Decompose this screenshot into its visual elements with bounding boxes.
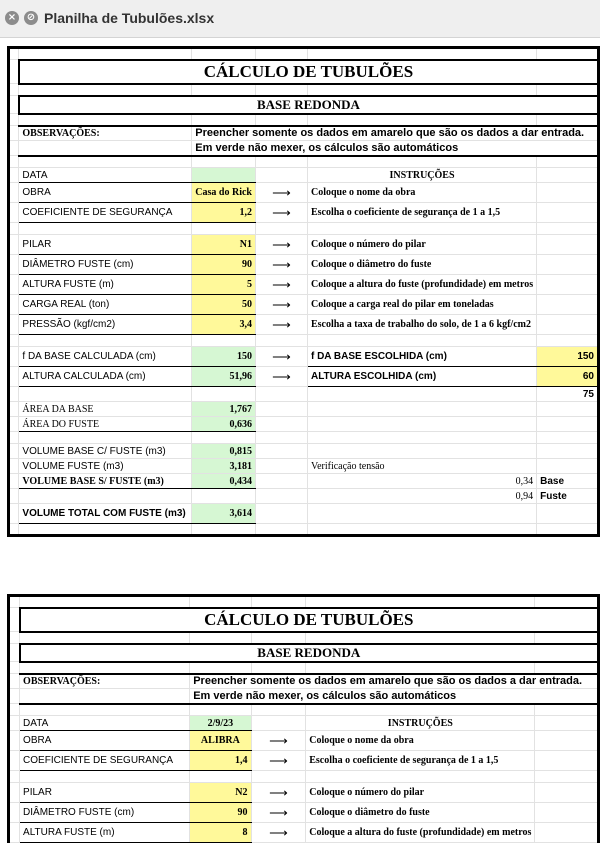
row-obra <box>9 183 599 203</box>
input-obra[interactable]: ALIBRA <box>190 731 251 751</box>
label-coef: COEFICIENTE DE SEGURANÇA <box>20 751 190 771</box>
label-pilar: PILAR <box>20 783 190 803</box>
value-volbc: 0,815 <box>192 444 256 459</box>
input-fbase-chosen[interactable]: 150 <box>537 347 599 367</box>
obs-line-2: Em verde não mexer, os cálculos são automáticos <box>190 689 599 704</box>
instr-diam: Coloque o diâmetro do fuste <box>307 255 536 275</box>
spacer-row <box>9 524 599 536</box>
label-areafuste: ÁREA DO FUSTE <box>19 417 192 432</box>
row-data <box>9 716 599 731</box>
instructions-header: INSTRUÇÕES <box>307 168 536 183</box>
input-data <box>192 168 256 183</box>
value-fbase: 150 <box>192 347 256 367</box>
note-tensao: Verificação tensão <box>307 459 536 474</box>
value-volbs: 0,434 <box>192 474 256 489</box>
label-volbs: VOLUME BASE S/ FUSTE (m3) <box>19 474 192 489</box>
row-pilar <box>9 783 599 803</box>
instr-coef: Escolha o coeficiente de segurança de 1 a 1,5 <box>306 751 535 771</box>
label-fbase: f DA BASE CALCULADA (cm) <box>19 347 192 367</box>
row-data <box>9 168 599 183</box>
row-fuste-check <box>9 489 599 504</box>
instructions-header: INSTRUÇÕES <box>306 716 535 731</box>
label-volf: VOLUME FUSTE (m3) <box>19 459 192 474</box>
arrow-icon: ⟶ <box>255 255 307 275</box>
label-coef: COEFICIENTE DE SEGURANÇA <box>19 203 192 223</box>
row-extra <box>9 387 599 402</box>
check-base-value: 0,34 <box>307 474 536 489</box>
instr-pilar: Coloque o número do pilar <box>307 235 536 255</box>
row-voltot <box>9 504 599 524</box>
arrow-icon: ⟶ <box>255 295 307 315</box>
spacer-row <box>9 662 599 674</box>
check-fuste-value: 0,94 <box>307 489 536 504</box>
obs-row-2 <box>9 141 599 156</box>
restore-icon[interactable]: ⊘ <box>24 11 38 25</box>
arrow-icon: ⟶ <box>255 315 307 335</box>
spacer-row <box>9 632 599 644</box>
value-voltot: 3,614 <box>192 504 256 524</box>
input-alt-chosen[interactable]: 60 <box>537 367 599 387</box>
calc-sheet-1 <box>0 46 600 580</box>
input-press[interactable]: 3,4 <box>192 315 256 335</box>
row-coef <box>9 203 599 223</box>
input-data: 2/9/23 <box>190 716 251 731</box>
value-areabase: 1,767 <box>192 402 256 417</box>
obs-row-1 <box>9 126 599 141</box>
row-volf <box>9 459 599 474</box>
label-data: DATA <box>20 716 190 731</box>
spacer-row <box>9 335 599 347</box>
sheet-subtitle: BASE REDONDA <box>20 644 599 662</box>
label-obra: OBRA <box>19 183 192 203</box>
instr-press: Escolha a taxa de trabalho do solo, de 1 a 6 kgf/cm2 <box>307 315 536 335</box>
obs-line-1: Preencher somente os dados em amarelo que são os dados a dar entrada. <box>192 126 599 141</box>
label-altcalc: ALTURA CALCULADA (cm) <box>19 367 192 387</box>
spacer-row <box>9 223 599 235</box>
input-diam[interactable]: 90 <box>192 255 256 275</box>
title-row <box>9 60 599 84</box>
spacer-row <box>9 771 599 783</box>
arrow-icon: ⟶ <box>251 751 306 771</box>
close-icon[interactable]: × <box>5 11 19 25</box>
label-alt-chosen: ALTURA ESCOLHIDA (cm) <box>307 367 536 387</box>
instr-diam: Coloque o diâmetro do fuste <box>306 803 535 823</box>
sheet-grid <box>7 46 600 537</box>
input-pilar[interactable]: N2 <box>190 783 251 803</box>
subtitle-row <box>9 644 599 662</box>
label-areabase: ÁREA DA BASE <box>19 402 192 417</box>
label-pilar: PILAR <box>19 235 192 255</box>
input-diam[interactable]: 90 <box>190 803 251 823</box>
value-altcalc: 51,96 <box>192 367 256 387</box>
row-volbs <box>9 474 599 489</box>
label-voltot: VOLUME TOTAL COM FUSTE (m3) <box>19 504 192 524</box>
arrow-icon: ⟶ <box>255 275 307 295</box>
arrow-icon: ⟶ <box>251 731 306 751</box>
input-obra[interactable]: Casa do Rick <box>192 183 256 203</box>
obs-row-1 <box>9 674 599 689</box>
check-base-label: Base <box>537 474 599 489</box>
row-obra <box>9 731 599 751</box>
row-diam <box>9 255 599 275</box>
instr-obra: Coloque o nome da obra <box>306 731 535 751</box>
row-press <box>9 315 599 335</box>
window-title: Planilha de Tubulões.xlsx <box>44 10 215 26</box>
input-carga[interactable]: 50 <box>192 295 256 315</box>
spacer-row <box>9 84 599 96</box>
obs-row-2 <box>9 689 599 704</box>
obs-label: OBSERVAÇÕES: <box>19 126 192 141</box>
title-row <box>9 608 599 632</box>
value-extra: 75 <box>537 387 599 402</box>
spacer-row <box>9 596 599 608</box>
label-fbase-chosen: f DA BASE ESCOLHIDA (cm) <box>307 347 536 367</box>
label-diam: DIÂMETRO FUSTE (cm) <box>19 255 192 275</box>
check-fuste-label: Fuste <box>537 489 599 504</box>
label-volbc: VOLUME BASE C/ FUSTE (m3) <box>19 444 192 459</box>
arrow-icon: ⟶ <box>255 183 307 203</box>
row-pilar <box>9 235 599 255</box>
spacer-row <box>9 432 599 444</box>
label-data: DATA <box>19 168 192 183</box>
row-alt <box>9 275 599 295</box>
arrow-icon: ⟶ <box>251 803 306 823</box>
label-obra: OBRA <box>20 731 190 751</box>
label-press: PRESSÃO (kgf/cm2) <box>19 315 192 335</box>
input-alt[interactable]: 8 <box>190 823 251 843</box>
row-diam <box>9 803 599 823</box>
row-altcalc <box>9 367 599 387</box>
obs-line-2: Em verde não mexer, os cálculos são automáticos <box>192 141 599 156</box>
sheet-subtitle: BASE REDONDA <box>19 96 599 114</box>
spacer-row <box>9 48 599 60</box>
arrow-icon: ⟶ <box>251 783 306 803</box>
row-alt <box>9 823 599 843</box>
row-volbc <box>9 444 599 459</box>
input-coef[interactable]: 1,2 <box>192 203 256 223</box>
instr-alt: Coloque a altura do fuste (profundidade) em metros <box>307 275 536 295</box>
label-alt: ALTURA FUSTE (m) <box>20 823 190 843</box>
sheet-title: CÁLCULO DE TUBULÕES <box>20 608 599 632</box>
row-areafuste <box>9 417 599 432</box>
spacer-row <box>9 704 599 716</box>
arrow-icon: ⟶ <box>251 823 306 843</box>
value-areafuste: 0,636 <box>192 417 256 432</box>
spacer-row <box>9 156 599 168</box>
row-areabase <box>9 402 599 417</box>
window-titlebar <box>0 0 600 38</box>
subtitle-row <box>9 96 599 114</box>
sheet-grid <box>7 594 600 843</box>
instr-coef: Escolha o coeficiente de segurança de 1 a 1,5 <box>307 203 536 223</box>
calc-sheet-2 <box>0 594 600 862</box>
input-pilar[interactable]: N1 <box>192 235 256 255</box>
obs-label: OBSERVAÇÕES: <box>20 674 190 689</box>
arrow-icon: ⟶ <box>255 203 307 223</box>
arrow-icon: ⟶ <box>255 235 307 255</box>
spacer-row <box>9 114 599 126</box>
instr-carga: Coloque a carga real do pilar em toneladas <box>307 295 536 315</box>
instr-obra: Coloque o nome da obra <box>307 183 536 203</box>
arrow-icon: ⟶ <box>255 347 307 367</box>
input-coef[interactable]: 1,4 <box>190 751 251 771</box>
input-alt[interactable]: 5 <box>192 275 256 295</box>
row-coef <box>9 751 599 771</box>
instr-alt: Coloque a altura do fuste (profundidade) em metros <box>306 823 535 843</box>
arrow-icon: ⟶ <box>255 367 307 387</box>
row-fbase <box>9 347 599 367</box>
sheet-title: CÁLCULO DE TUBULÕES <box>19 60 599 84</box>
instr-pilar: Coloque o número do pilar <box>306 783 535 803</box>
obs-line-1: Preencher somente os dados em amarelo que são os dados a dar entrada. <box>190 674 599 689</box>
value-volf: 3,181 <box>192 459 256 474</box>
label-diam: DIÂMETRO FUSTE (cm) <box>20 803 190 823</box>
row-carga <box>9 295 599 315</box>
label-carga: CARGA REAL (ton) <box>19 295 192 315</box>
label-alt: ALTURA FUSTE (m) <box>19 275 192 295</box>
